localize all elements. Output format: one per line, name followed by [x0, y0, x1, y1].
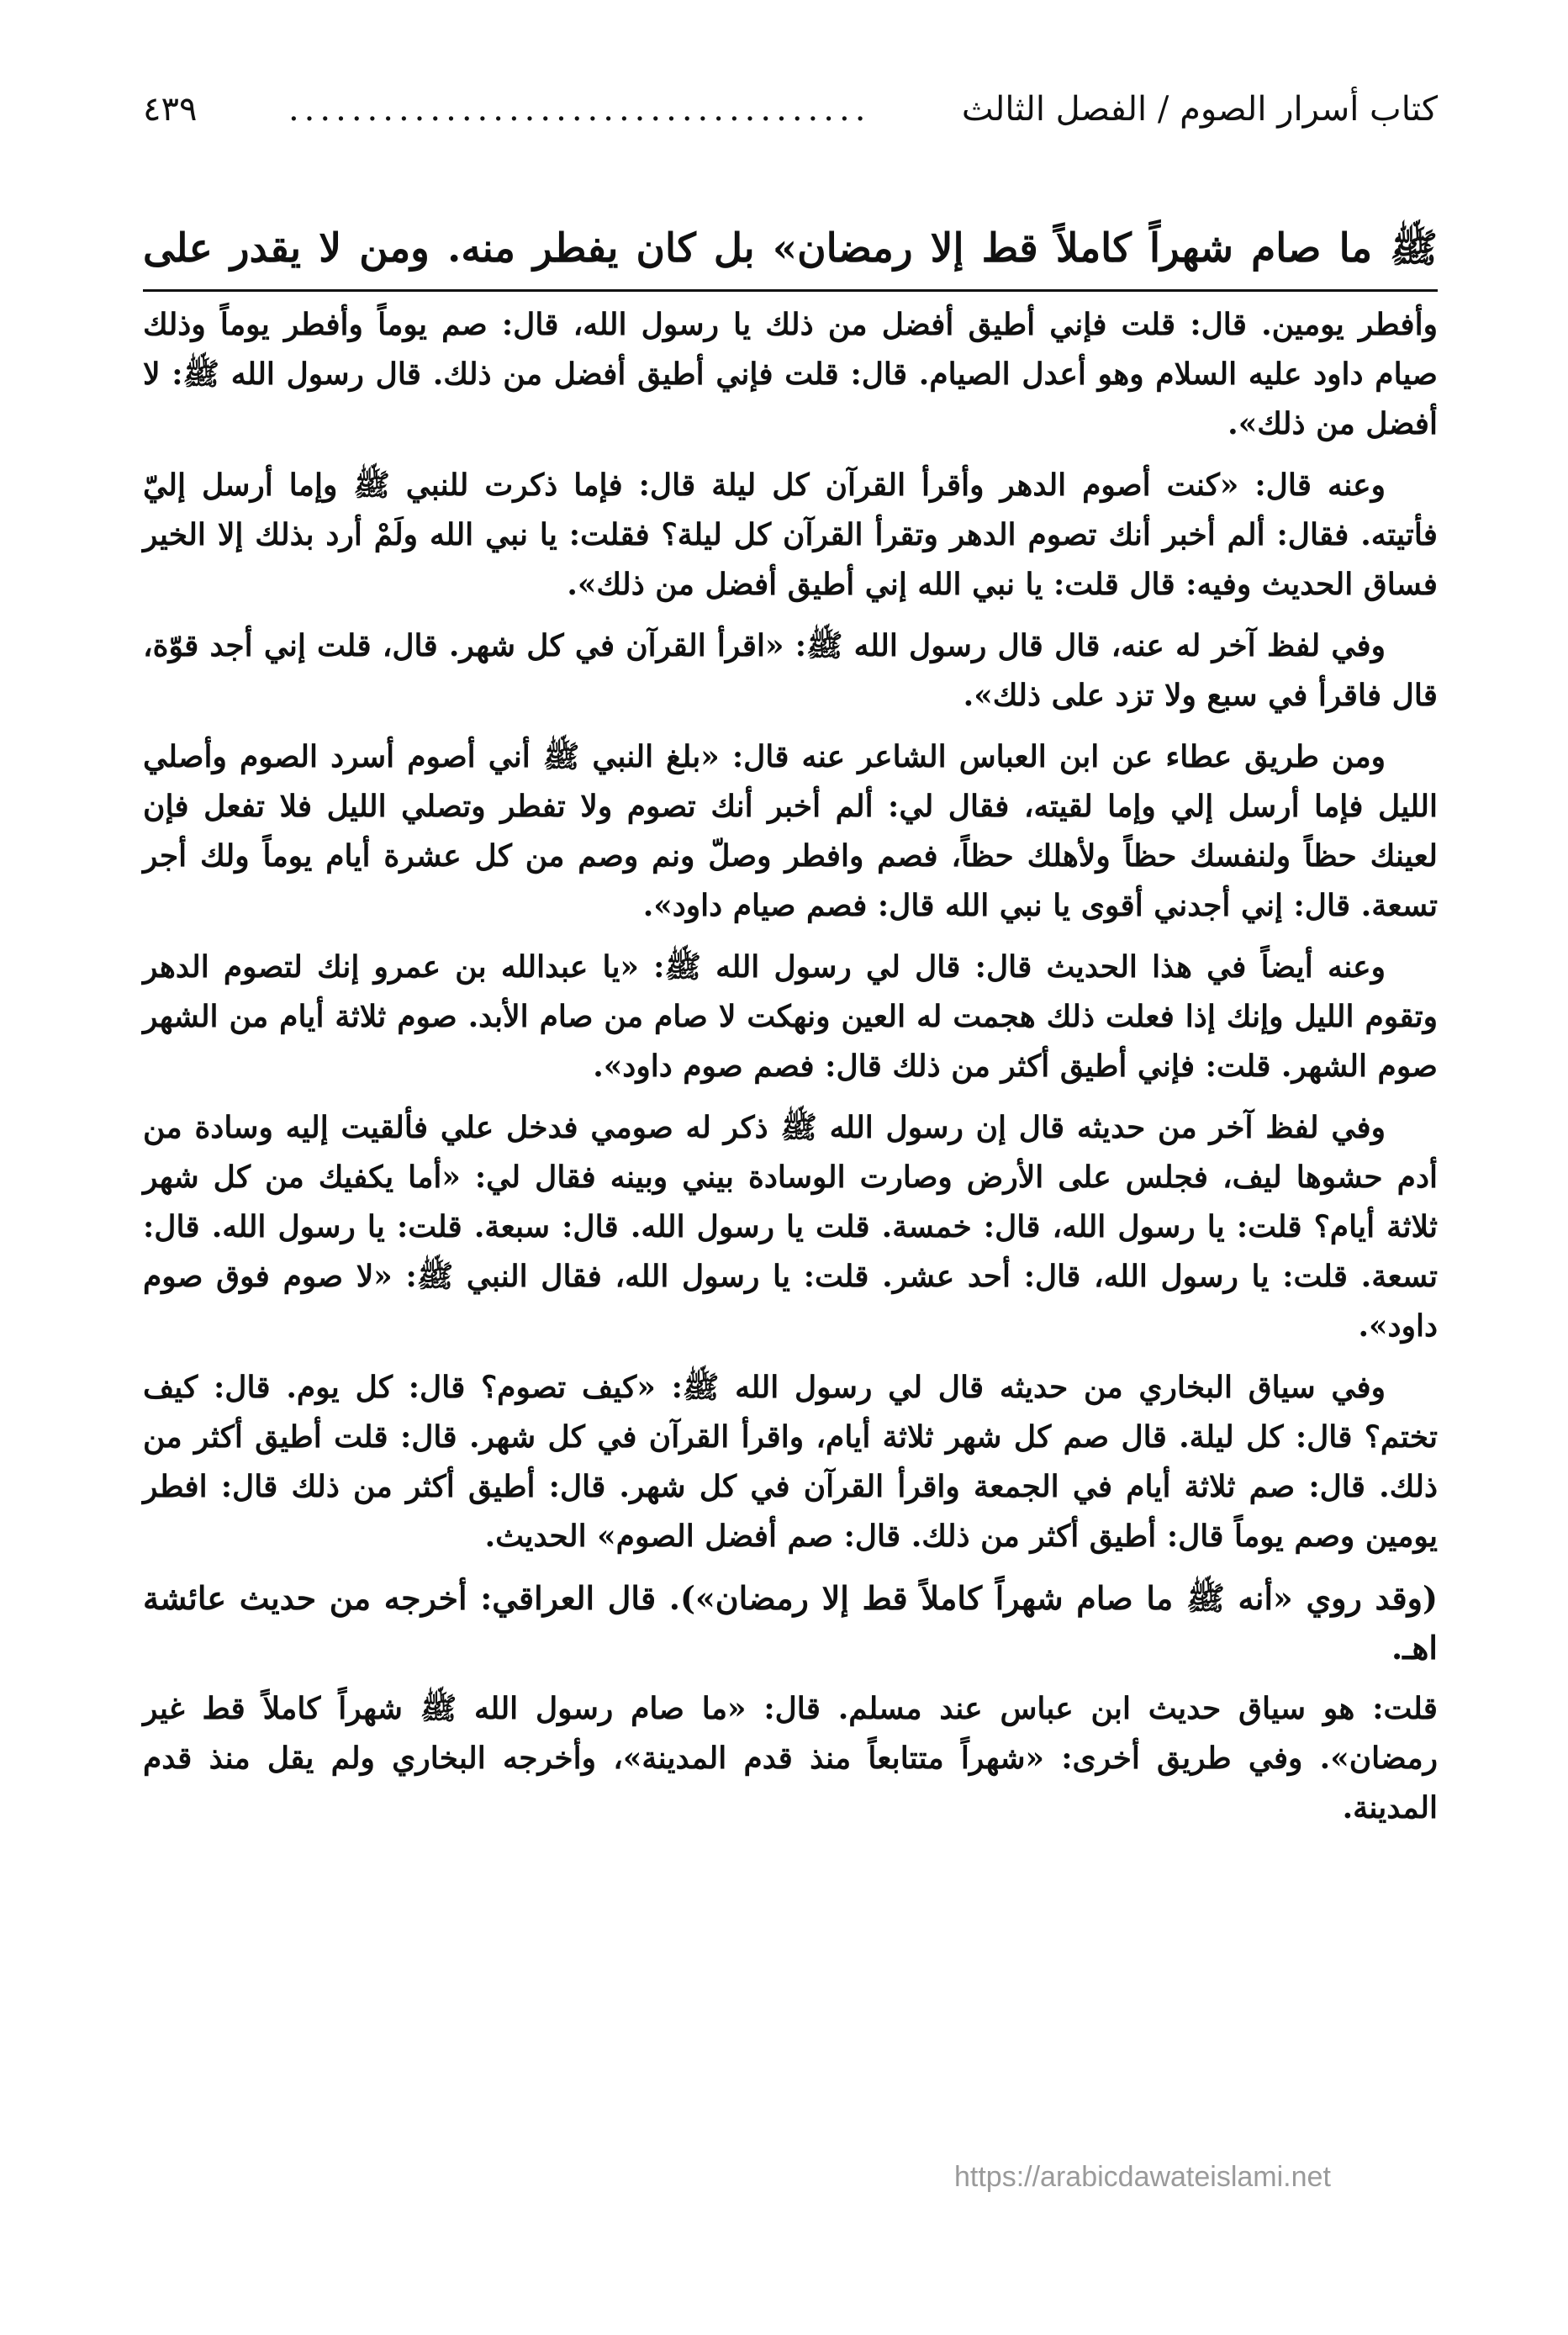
book-page: [143, 84, 1438, 1845]
divider-rule: [143, 289, 1438, 292]
commentary: [143, 300, 1438, 1833]
leader-dots: .....................................: [288, 90, 871, 129]
watermark-url: https://arabicdawateislami.net: [954, 2161, 1331, 2193]
running-title: كتاب أسرار الصوم / الفصل الثالث: [961, 90, 1438, 129]
paragraph: وفي سياق البخاري من حديثه قال لي رسول الله ﷺ: «كيف تصوم؟ قال: كل يوم. قال: كيف تختم؟ قال: كل ليلة. قال صم كل شهر ثلاثة أيام، واقرأ القرآن في كل شهر. قال: قلت أطيق أكثر من ذلك. قال: صم ثلاثة أيام في الجمعة واقرأ القرآن في كل شهر. قال: أطيق أكثر من ذلك قال: افطر يومين وصم يوماً قال: أطيق أكثر من ذلك. قال: صم أفضل الصوم» الحديث.: [143, 1370, 1438, 1554]
page-number: ٤٣٩: [143, 90, 198, 129]
paragraph: وفي لفظ آخر من حديثه قال إن رسول الله ﷺ ذكر له صومي فدخل علي فألقيت إليه وسادة من أدم حشوها ليف، فجلس على الأرض وصارت الوسادة بيني وبينه فقال لي: «أما يكفيك من كل شهر ثلاثة أيام؟ قلت: يا رسول الله، قال: خمسة. قلت يا رسول الله. قال: سبعة. قلت: يا رسول الله. قال: تسعة. قلت: يا رسول الله، قال: أحد عشر. قلت: يا رسول الله، فقال النبي ﷺ: «لا صوم فوق صوم داود».: [143, 1110, 1438, 1344]
paragraph: وفي لفظ آخر له عنه، قال قال رسول الله ﷺ: «اقرأ القرآن في كل شهر. قال، قلت إني أجد قوّة، قال فاقرأ في سبع ولا تزد على ذلك».: [143, 628, 1438, 713]
paragraph: وعنه قال: «كنت أصوم الدهر وأقرأ القرآن كل ليلة قال: فإما ذكرت للنبي ﷺ وإما أرسل إليّ فأتيته. فقال: ألم أخبر أنك تصوم الدهر وتقرأ القرآن كل ليلة؟ فقلت: يا نبي الله ولَمْ أرد بذلك إلا الخير فساق الحديث وفيه: قال قلت: يا نبي الله إني أطيق أفضل من ذلك».: [143, 468, 1438, 602]
paragraph: ومن طريق عطاء عن ابن العباس الشاعر عنه قال: «بلغ النبي ﷺ أني أصوم أسرد الصوم وأصلي الليل فإما أرسل إلي وإما لقيته، فقال لي: ألم أخبر أنك تصوم ولا تفطر وتصلي الليل فلا تفعل فإن لعينك حظاً ولنفسك حظاً ولأهلك حظاً، فصم وافطر وصلّ ونم وصم من كل عشرة أيام يوماً ولك أجر تسعة. قال: إني أجدني أقوى يا نبي الله قال: فصم صيام داود».: [143, 739, 1438, 923]
paragraph: قلت: هو سياق حديث ابن عباس عند مسلم. قال: «ما صام رسول الله ﷺ شهراً كاملاً قط غير رمضان». وفي طريق أخرى: «شهراً متتابعاً منذ قدم المدينة»، وأخرجه البخاري ولم يقل منذ قدم المدينة.: [143, 1691, 1438, 1825]
main-text-line: ﷺ ما صام شهراً كاملاً قط إلا رمضان» بل كان يفطر منه. ومن لا يقدر على: [143, 225, 1438, 272]
paragraph: وعنه أيضاً في هذا الحديث قال: قال لي رسول الله ﷺ: «يا عبدالله بن عمرو إنك لتصوم الدهر وتقوم الليل وإنك إذا فعلت ذلك هجمت له العين ونهكت لا صام من صام الأبد. صوم ثلاثة أيام من الشهر صوم الشهر. قلت: فإني أطيق أكثر من ذلك قال: فصم صوم داود».: [143, 949, 1438, 1084]
paragraph: وأفطر يومين. قال: قلت فإني أطيق أفضل من ذلك يا رسول الله، قال: صم يوماً وأفطر يوماً وذلك صيام داود عليه السلام وهو أعدل الصيام. قال: قلت فإني أطيق أفضل من ذلك. قال رسول الله ﷺ: لا أفضل من ذلك».: [143, 307, 1438, 441]
quoted-paragraph: (وقد روي «أنه ﷺ ما صام شهراً كاملاً قط إلا رمضان»). قال العراقي: أخرجه من حديث عائشة اهـ.: [143, 1579, 1438, 1667]
running-header: [143, 84, 1438, 135]
